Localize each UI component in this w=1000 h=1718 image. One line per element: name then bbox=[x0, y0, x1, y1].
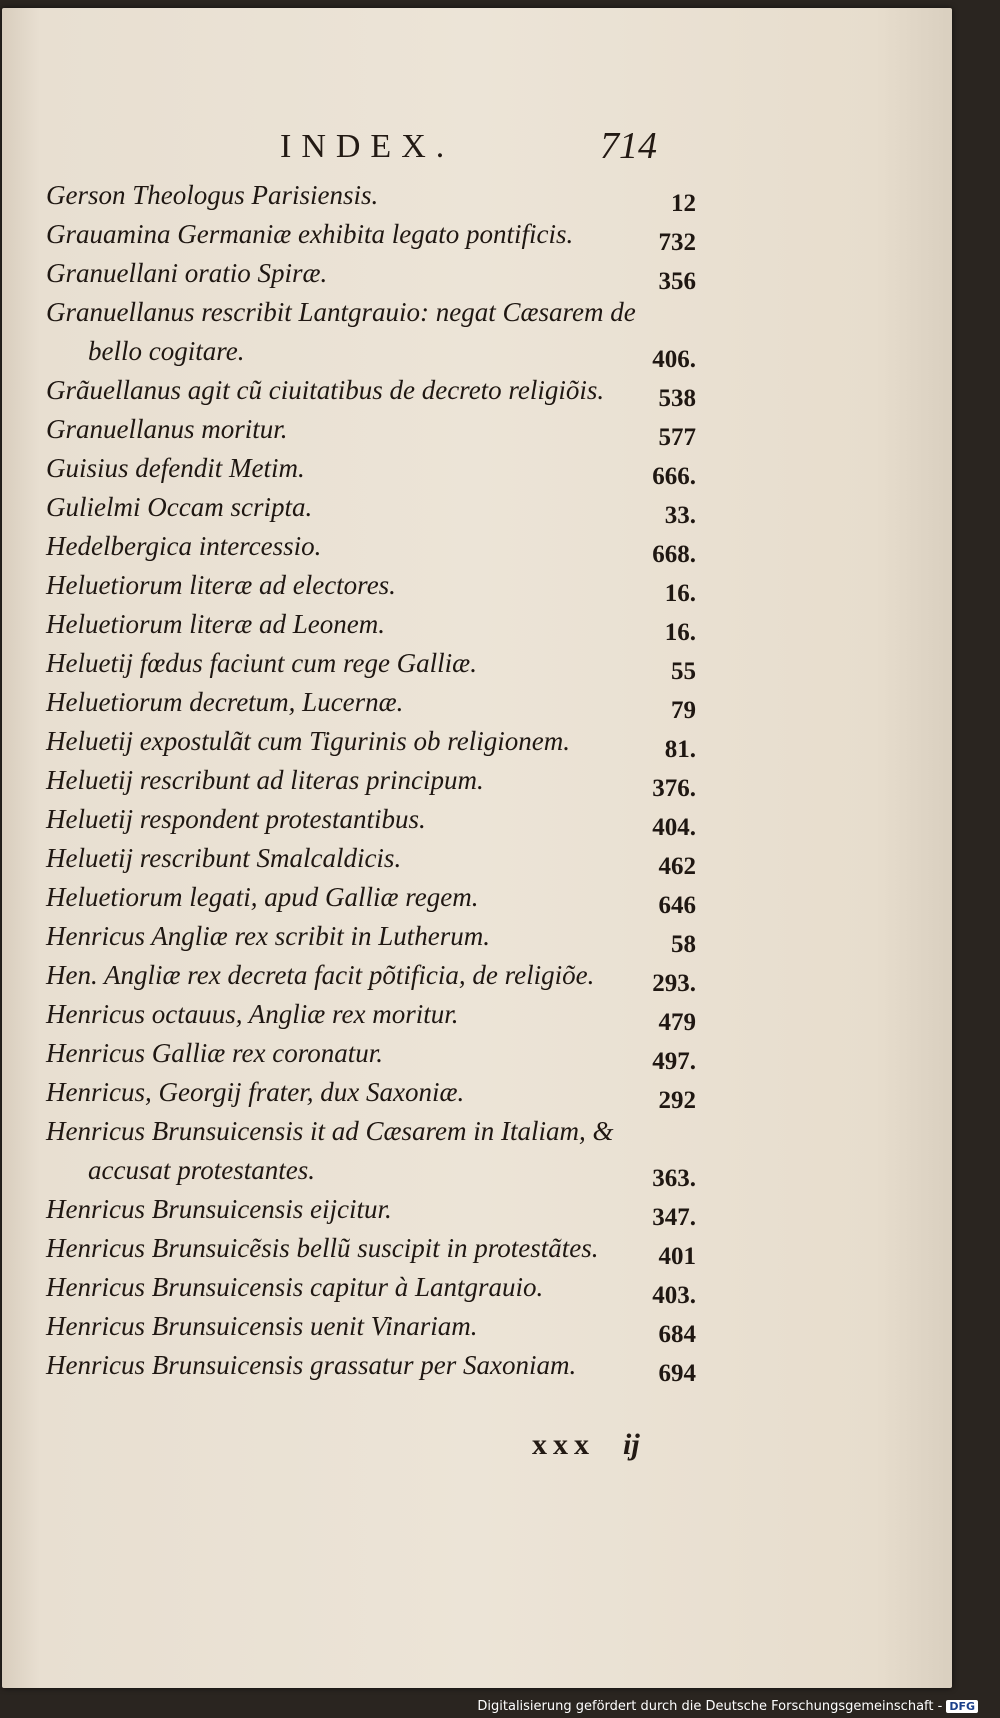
index-entry bbox=[46, 449, 696, 488]
entry-text: Henricus Galliæ rex coronatur. bbox=[46, 1038, 383, 1068]
index-entry bbox=[46, 176, 696, 215]
index-entry bbox=[46, 371, 696, 410]
entry-text: Granuellanus rescribit Lantgrauio: negat Cæsarem de bbox=[46, 297, 636, 327]
entry-page-number: 55 bbox=[671, 658, 696, 685]
entry-page-number: 12 bbox=[671, 190, 696, 217]
entry-page-number: 497. bbox=[652, 1048, 696, 1075]
entry-text: Heluetiorum legati, apud Galliæ regem. bbox=[46, 882, 479, 912]
book-page bbox=[2, 8, 952, 1688]
index-entry bbox=[46, 644, 696, 683]
entry-text: Henricus Brunsuicensis uenit Vinariam. bbox=[46, 1311, 478, 1341]
index-entry bbox=[46, 293, 696, 371]
signature-letters: xxx bbox=[532, 1428, 595, 1461]
entry-page-number: 684 bbox=[658, 1321, 696, 1348]
entry-text: Hen. Angliæ rex decreta facit põtificia, de religiõe. bbox=[46, 960, 595, 990]
entry-text: Grauamina Germaniæ exhibita legato pontificis. bbox=[46, 219, 574, 249]
entry-page-number: 293. bbox=[652, 970, 696, 997]
index-entry bbox=[46, 1346, 696, 1385]
index-entry bbox=[46, 410, 696, 449]
entry-text: Heluetij rescribunt Smalcaldicis. bbox=[46, 843, 402, 873]
index-entry bbox=[46, 839, 696, 878]
entry-page-number: 406. bbox=[652, 346, 696, 373]
entry-text: Henricus Angliæ rex scribit in Lutherum. bbox=[46, 921, 490, 951]
index-entry bbox=[46, 761, 696, 800]
digitization-credit bbox=[477, 1699, 978, 1714]
signature-mark bbox=[532, 1428, 640, 1462]
entry-page-number: 668. bbox=[652, 541, 696, 568]
index-entry bbox=[46, 1112, 696, 1190]
dfg-logo: DFG bbox=[946, 1700, 978, 1713]
entry-text: Heluetij respondent protestantibus. bbox=[46, 804, 426, 834]
entry-text: Gerson Theologus Parisiensis. bbox=[46, 180, 379, 210]
entry-page-number: 58 bbox=[671, 931, 696, 958]
entry-page-number: 356 bbox=[658, 268, 696, 295]
index-entry bbox=[46, 527, 696, 566]
entry-continuation: bello cogitare. bbox=[88, 336, 245, 366]
entry-text: Henricus Brunsuicensis eijcitur. bbox=[46, 1194, 392, 1224]
entry-text: Grãuellanus agit cũ ciuitatibus de decreto religiõis. bbox=[46, 375, 605, 405]
entry-text: Henricus Brunsuicensis it ad Cæsarem in Italiam, & bbox=[46, 1116, 614, 1146]
entry-text: Hedelbergica intercessio. bbox=[46, 531, 322, 561]
entry-page-number: 347. bbox=[652, 1204, 696, 1231]
index-entry bbox=[46, 722, 696, 761]
index-entry bbox=[46, 488, 696, 527]
index-entry bbox=[46, 917, 696, 956]
entry-text: Gulielmi Occam scripta. bbox=[46, 492, 313, 522]
entry-page-number: 376. bbox=[652, 775, 696, 802]
entry-page-number: 694 bbox=[658, 1360, 696, 1387]
entry-page-number: 403. bbox=[652, 1282, 696, 1309]
entry-page-number: 292 bbox=[658, 1087, 696, 1114]
entry-page-number: 646 bbox=[658, 892, 696, 919]
entry-text: Granuellani oratio Spiræ. bbox=[46, 258, 328, 288]
index-entry bbox=[46, 1229, 696, 1268]
entry-text: Granuellanus moritur. bbox=[46, 414, 288, 444]
entry-page-number: 479 bbox=[658, 1009, 696, 1036]
index-entry bbox=[46, 215, 696, 254]
entry-text: Heluetiorum decretum, Lucernæ. bbox=[46, 687, 404, 717]
entry-page-number: 401 bbox=[658, 1243, 696, 1270]
entry-page-number: 577 bbox=[658, 424, 696, 451]
entry-text: Henricus Brunsuicẽsis bellũ suscipit in protestãtes. bbox=[46, 1233, 599, 1263]
entry-text: Heluetij rescribunt ad literas principum. bbox=[46, 765, 484, 795]
entry-page-number: 666. bbox=[652, 463, 696, 490]
entry-page-number: 538 bbox=[658, 385, 696, 412]
index-entry bbox=[46, 1073, 696, 1112]
entry-page-number: 79 bbox=[671, 697, 696, 724]
entry-text: Guisius defendit Metim. bbox=[46, 453, 305, 483]
index-title: INDEX. bbox=[280, 128, 455, 165]
index-entry bbox=[46, 1034, 696, 1073]
page-number: 714 bbox=[600, 125, 657, 167]
entry-text: Heluetij expostulãt cum Tigurinis ob religionem. bbox=[46, 726, 570, 756]
index-entry bbox=[46, 566, 696, 605]
entry-page-number: 16. bbox=[664, 619, 696, 646]
index-entry bbox=[46, 1268, 696, 1307]
index-entry bbox=[46, 1190, 696, 1229]
entry-continuation: accusat protestantes. bbox=[88, 1155, 315, 1185]
index-entries bbox=[46, 176, 696, 1385]
index-entry bbox=[46, 683, 696, 722]
signature-sheet: ij bbox=[623, 1428, 640, 1461]
entry-page-number: 81. bbox=[664, 736, 696, 763]
entry-page-number: 363. bbox=[652, 1165, 696, 1192]
index-entry bbox=[46, 605, 696, 644]
entry-page-number: 404. bbox=[652, 814, 696, 841]
credit-text: Digitalisierung gefördert durch die Deutsche Forschungsgemeinschaft - bbox=[477, 1699, 943, 1714]
entry-text: Henricus, Georgij frater, dux Saxoniæ. bbox=[46, 1077, 465, 1107]
entry-text: Henricus Brunsuicensis capitur à Lantgrauio. bbox=[46, 1272, 544, 1302]
index-entry bbox=[46, 995, 696, 1034]
running-header bbox=[2, 125, 952, 178]
entry-page-number: 732 bbox=[658, 229, 696, 256]
entry-page-number: 16. bbox=[664, 580, 696, 607]
entry-text: Heluetiorum literæ ad Leonem. bbox=[46, 609, 385, 639]
entry-text: Heluetij fœdus faciunt cum rege Galliæ. bbox=[46, 648, 477, 678]
index-entry bbox=[46, 1307, 696, 1346]
entry-text: Heluetiorum literæ ad electores. bbox=[46, 570, 396, 600]
entry-text: Henricus octauus, Angliæ rex moritur. bbox=[46, 999, 459, 1029]
index-entry bbox=[46, 878, 696, 917]
index-entry bbox=[46, 254, 696, 293]
entry-page-number: 462 bbox=[658, 853, 696, 880]
index-entry bbox=[46, 956, 696, 995]
index-entry bbox=[46, 800, 696, 839]
entry-page-number: 33. bbox=[664, 502, 696, 529]
entry-text: Henricus Brunsuicensis grassatur per Saxoniam. bbox=[46, 1350, 577, 1380]
